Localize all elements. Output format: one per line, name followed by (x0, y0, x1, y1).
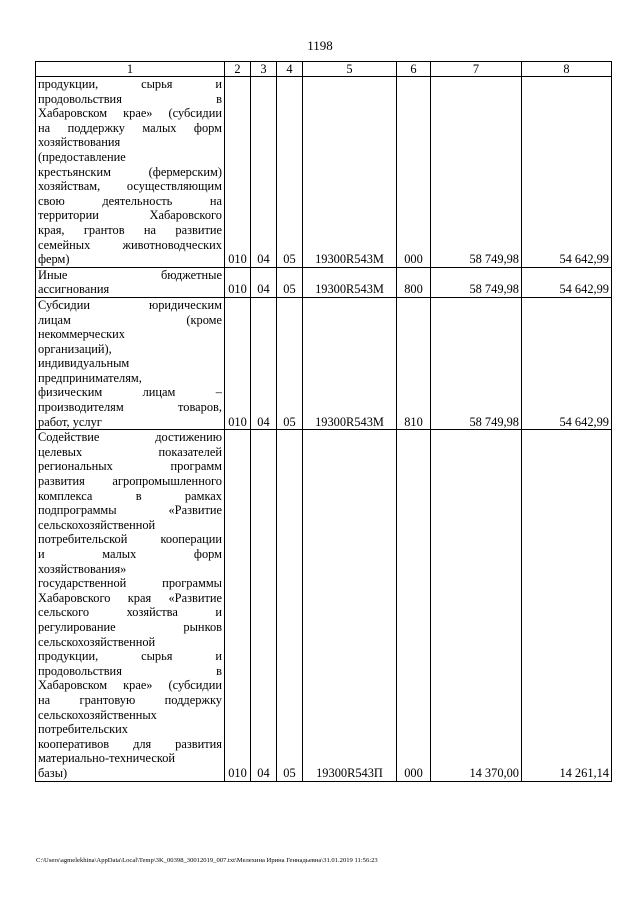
header-col-6: 6 (397, 62, 431, 77)
row-name-line: физическим лицам – (38, 385, 222, 400)
row-cell-col-7: 58 749,98 (431, 297, 522, 429)
table-header (36, 62, 612, 77)
header-col-3: 3 (251, 62, 277, 77)
row-name-cell (36, 297, 225, 429)
row-name-line: свою деятельность на (38, 193, 222, 208)
row-name-line: предпринимателям, (38, 370, 142, 385)
table-body (36, 77, 612, 782)
table-row (36, 430, 612, 781)
row-name-line: сельскохозяйственной (38, 634, 156, 649)
row-name-line: лицам (кроме (38, 312, 222, 327)
row-name-line: сельского хозяйства и (38, 605, 222, 620)
row-name-cell (36, 430, 225, 781)
header-col-7: 7 (431, 62, 522, 77)
row-cell-col-2: 010 (225, 267, 251, 297)
row-cell-col-3: 04 (251, 77, 277, 268)
footer-file-path: C:\Users\agmelekhina\AppData\Local\Temp\3K_00398_30012019_007.txt\Мелехина Ирина Геннадьевна\31.01.2019 11:56:23 (36, 857, 378, 864)
budget-table (35, 61, 612, 782)
row-name-line: сельскохозяйственной (38, 517, 156, 532)
row-cell-col-5: 19300R543M (303, 77, 397, 268)
row-cell-col-4: 05 (277, 430, 303, 781)
row-cell-col-2: 010 (225, 77, 251, 268)
row-name-line: организаций), (38, 341, 112, 356)
row-cell-col-2: 010 (225, 297, 251, 429)
row-cell-col-6: 800 (397, 267, 431, 297)
row-name-line: ассигнования (38, 282, 110, 297)
row-cell-col-3: 04 (251, 430, 277, 781)
row-cell-col-3: 04 (251, 267, 277, 297)
table-row (36, 267, 612, 297)
row-name-line: материально-технической (38, 751, 176, 766)
row-cell-col-2: 010 (225, 430, 251, 781)
row-name-line: некоммерческих (38, 327, 125, 342)
row-cell-col-4: 05 (277, 77, 303, 268)
row-name-line: (предоставление (38, 149, 126, 164)
row-cell-col-7: 58 749,98 (431, 267, 522, 297)
row-name-line: Иные бюджетные (38, 267, 222, 282)
row-name-line: продовольствия в (38, 91, 222, 106)
row-name-line: хозяйствования (38, 135, 121, 150)
row-name-line: края, грантов на развитие (38, 222, 222, 237)
row-cell-col-8: 54 642,99 (522, 77, 612, 268)
row-cell-col-6: 000 (397, 430, 431, 781)
row-name-line: продукции, сырья и (38, 649, 222, 664)
row-cell-col-4: 05 (277, 267, 303, 297)
row-name-line: развития агропромышленного (38, 474, 222, 489)
row-name-line: Хабаровском крае» (субсидии (38, 106, 222, 121)
row-cell-col-8: 54 642,99 (522, 267, 612, 297)
row-name-line: на поддержку малых форм (38, 120, 222, 135)
row-name-line: хозяйствования» (38, 561, 127, 576)
row-name-line: целевых показателей (38, 444, 222, 459)
row-name-line: на грантовую поддержку (38, 692, 222, 707)
row-cell-col-5: 19300R543П (303, 430, 397, 781)
row-name-line: крестьянским (фермерским) (38, 164, 222, 179)
table-row (36, 77, 612, 268)
page-number: 1198 (307, 38, 333, 53)
row-name-cell (36, 267, 225, 297)
row-name-line: Хабаровском крае» (субсидии (38, 678, 222, 693)
row-name-line: комплекса в рамках (38, 488, 222, 503)
row-name-line: сельскохозяйственных (38, 707, 157, 722)
row-cell-col-4: 05 (277, 297, 303, 429)
header-col-8: 8 (522, 62, 612, 77)
row-name-line: Хабаровского края «Развитие (38, 590, 222, 605)
row-cell-col-6: 000 (397, 77, 431, 268)
row-cell-col-5: 19300R543M (303, 297, 397, 429)
row-name-line: хозяйствам, осуществляющим (38, 179, 222, 194)
row-name-line: кооперативов для развития (38, 736, 222, 751)
row-cell-col-5: 19300R543M (303, 267, 397, 297)
row-name-line: потребительских (38, 722, 128, 737)
header-col-2: 2 (225, 62, 251, 77)
row-name-line: базы) (38, 765, 68, 780)
row-name-line: Содействие достижению (38, 430, 222, 445)
row-cell-col-8: 14 261,14 (522, 430, 612, 781)
row-cell-col-7: 58 749,98 (431, 77, 522, 268)
header-row (36, 62, 612, 77)
row-name-line: подпрограммы «Развитие (38, 503, 222, 518)
row-name-cell (36, 77, 225, 268)
row-name-line: производителям товаров, (38, 400, 222, 415)
row-name-line: Субсидии юридическим (38, 297, 222, 312)
row-name-line: работ, услуг (38, 414, 102, 429)
row-name-line: индивидуальным (38, 356, 130, 371)
row-name-line: ферм) (38, 252, 70, 267)
row-name-line: семейных животноводческих (38, 237, 222, 252)
row-name-line: региональных программ (38, 459, 222, 474)
row-cell-col-7: 14 370,00 (431, 430, 522, 781)
table-row (36, 297, 612, 429)
row-name-line: территории Хабаровского (38, 208, 222, 223)
row-name-line: продовольствия в (38, 663, 222, 678)
row-name-line: потребительской кооперации (38, 532, 222, 547)
row-cell-col-6: 810 (397, 297, 431, 429)
row-cell-col-8: 54 642,99 (522, 297, 612, 429)
row-name-line: продукции, сырья и (38, 77, 222, 91)
header-col-5: 5 (303, 62, 397, 77)
row-name-line: государственной программы (38, 576, 222, 591)
header-col-1: 1 (36, 62, 225, 77)
row-cell-col-3: 04 (251, 297, 277, 429)
header-col-4: 4 (277, 62, 303, 77)
row-name-line: и малых форм (38, 547, 222, 561)
row-name-line: регулирование рынков (38, 619, 222, 634)
